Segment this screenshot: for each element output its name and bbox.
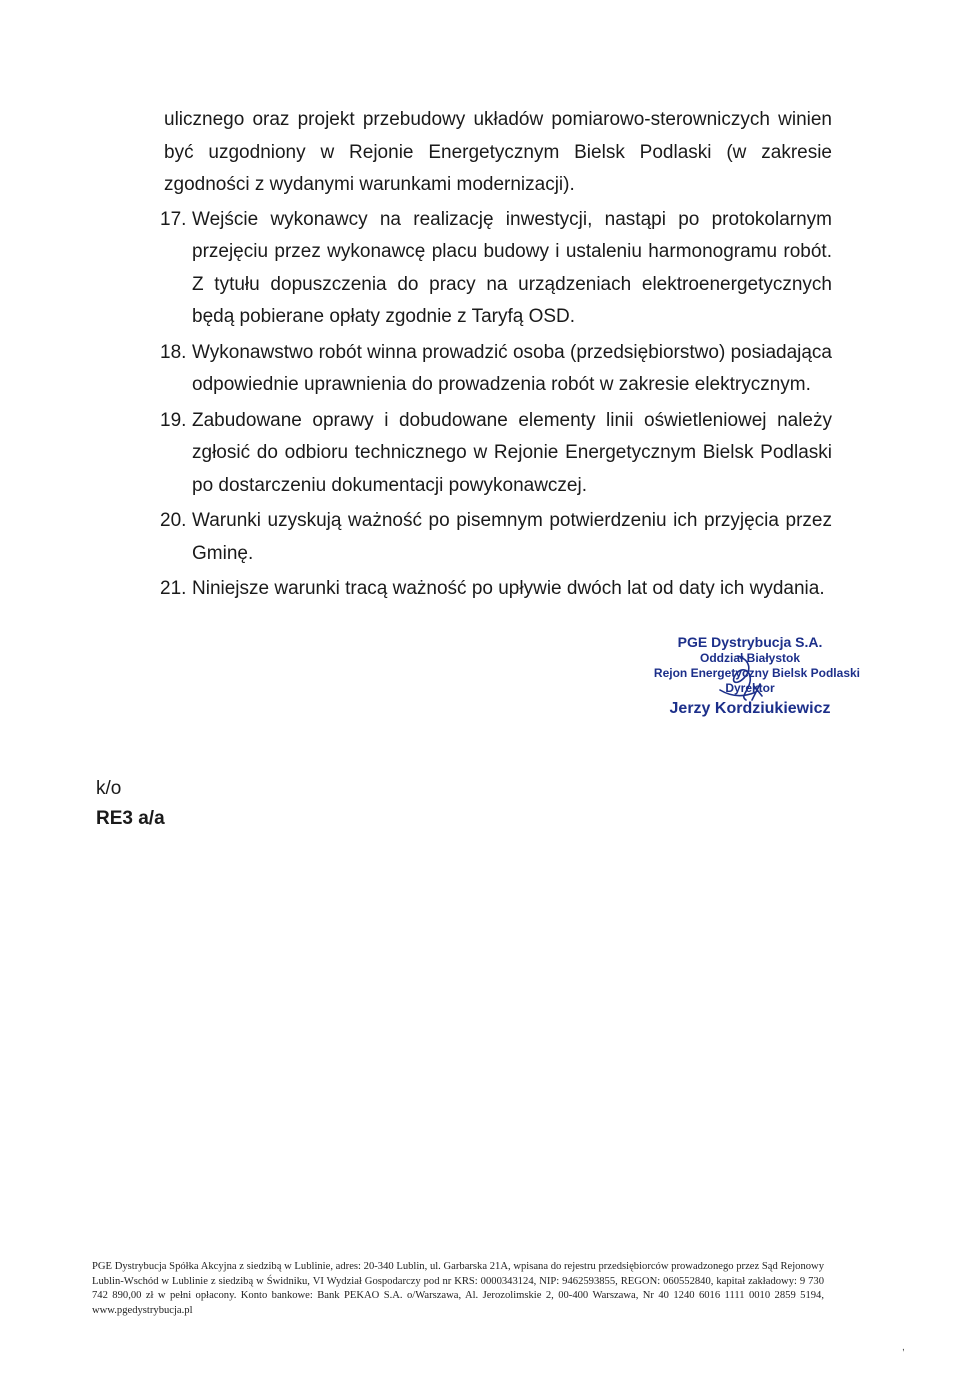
intro-paragraph: ulicznego oraz projekt przebudowy układów pomiarowo-sterowniczych winien być uzgodniony w Rejonie Energetycznym Bielsk Podlaski (w zakresie zgodności z wydanymi warunkami modernizacji). [164, 109, 832, 195]
re3-note: RE3 a/a [96, 808, 165, 829]
list-item [160, 337, 832, 402]
stamp-branch: Oddział Białystok [699, 651, 801, 665]
body-text [160, 104, 832, 606]
item-text: Warunki uzyskują ważność po pisemnym potwierdzeniu ich przyjęcia przez Gminę. [192, 510, 832, 564]
stamp-role: Dyrektor [725, 681, 775, 695]
list-item [160, 405, 832, 503]
stamp-region: Rejon Energetyczny Bielsk Podlaski [653, 666, 860, 680]
ko-note: k/o [96, 778, 122, 799]
item-text: Niniejsze warunki tracą ważność po upływie dwóch lat od daty ich wydania. [192, 578, 825, 599]
item-number: 18. [160, 341, 187, 363]
list-item [160, 573, 832, 606]
item-text: Zabudowane oprawy i dobudowane elementy linii oświetleniowej należy zgłosić do odbioru technicznego w Rejonie Energetycznym Bielsk Podlaski po dostarczeniu dokumentacji powykonawczej. [192, 409, 832, 496]
stamp-name: Jerzy Kordziukiewicz [669, 700, 831, 717]
list-item [160, 505, 832, 570]
scan-mark: , [902, 1342, 905, 1353]
item-number: 21. [160, 578, 187, 599]
item-text: Wykonawstwo robót winna prowadzić osoba (przedsiębiorstwo) posiadająca odpowiednie uprawnienia do prowadzenia robót w zakresie elektrycznym. [192, 341, 832, 395]
item-number: 20. [160, 510, 187, 531]
list-item [160, 204, 832, 334]
item-number: 17. [160, 208, 187, 230]
handwritten-signature [690, 652, 800, 712]
item-text: Wejście wykonawcy na realizację inwestycji, nastąpi po protokolarnym przejęciu przez wykonawcę placu budowy i ustaleniu harmonogramu robót. Z tytułu dopuszczenia do pracy na urządzeniach elektroenergetycznych będą pobierane opłaty zgodnie z Taryfą OSD. [192, 208, 832, 327]
stamp-company: PGE Dystrybucja S.A. [677, 634, 823, 650]
company-footer: PGE Dystrybucja Spółka Akcyjna z siedzibą w Lublinie, adres: 20-340 Lublin, ul. Garbarska 21A, wpisana do rejestru przedsiębiorców prowadzonego przez Sąd Rejonowy Lublin-Wschód w Lublinie z siedzibą w Świdniku, VI Wydział Gospodarczy pod nr KRS: 0000343124, NIP: 9462593855, REGON: 060552840, kapitał zakładowy: 9 730 742 890,00 zł w pełni opłacony. Konto bankowe: Bank PEKAO S.A. o/Warszawa, Al. Jerozolimskie 2, 00-400 Warszawa, Nr 40 1240 6016 1111 0010 2859 5194, www.pgedystrybucja.pl [92, 1261, 824, 1316]
item-number: 19. [160, 409, 187, 431]
